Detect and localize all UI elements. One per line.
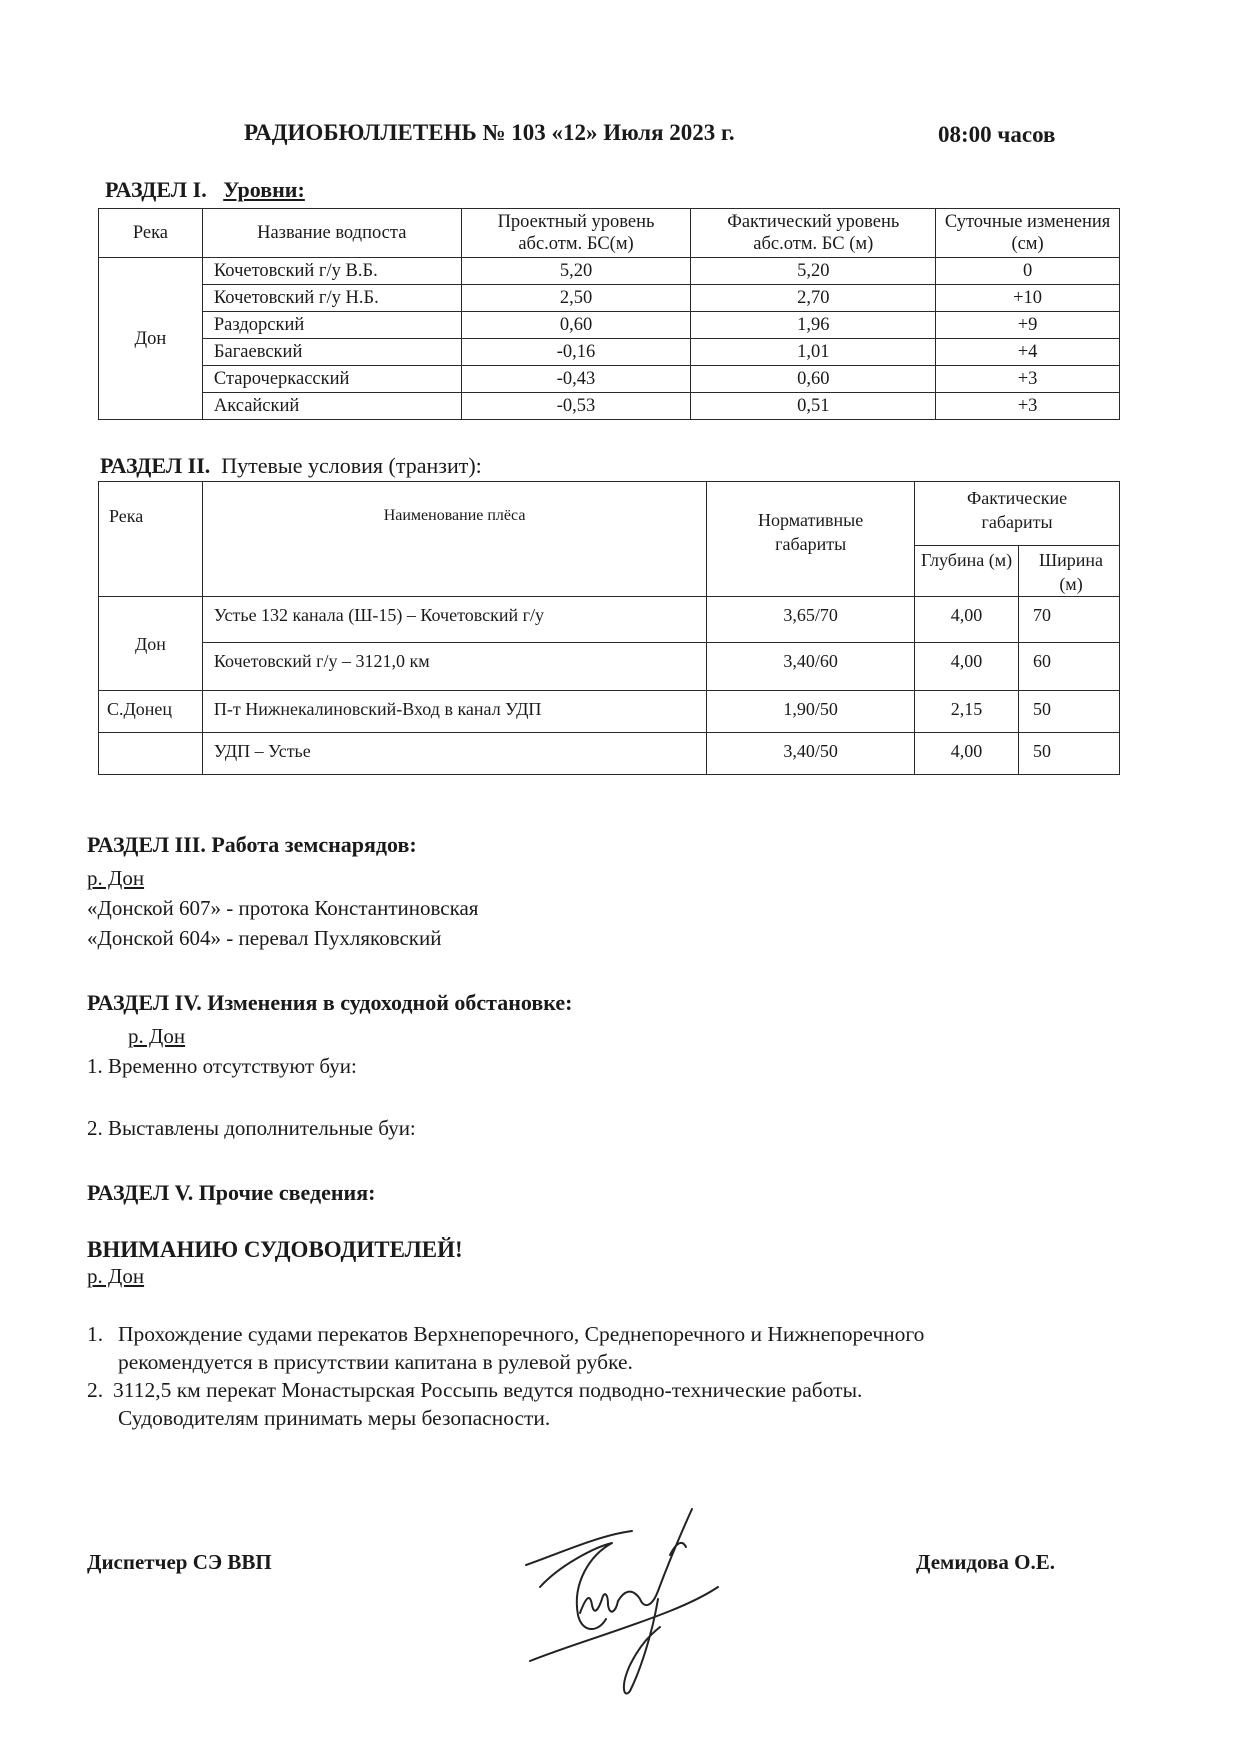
reach-name: П-т Нижнекалиновский-Вход в канал УДП <box>202 691 706 733</box>
reach-name: Кочетовский г/у – 3121,0 км <box>202 643 706 691</box>
normative-dimensions: 1,90/50 <box>707 691 915 733</box>
attention-list <box>87 1320 1147 1432</box>
transit-conditions-table <box>98 481 1120 775</box>
col-daily-change: Суточные изменения (см) <box>936 209 1120 258</box>
col-depth: Глубина (м) <box>915 546 1019 597</box>
river-cell: Дон <box>99 258 203 420</box>
col-design-level: Проектный уровень абс.отм. БС(м) <box>461 209 691 258</box>
signatory-name: Демидова О.Е. <box>916 1550 1055 1574</box>
levels-header-row <box>99 209 1120 258</box>
daily-change: +3 <box>936 366 1120 393</box>
list-item-line: Прохождение судами перекатов Верхнепоречного, Среднепоречного и Нижнепоречного <box>118 1322 925 1346</box>
section2-heading <box>100 453 482 479</box>
levels-table <box>98 208 1120 420</box>
gauge-name: Аксайский <box>202 393 461 420</box>
actual-depth: 4,00 <box>915 733 1019 775</box>
section3-title: РАЗДЕЛ III. Работа земснарядов: <box>87 832 417 857</box>
table-row <box>99 733 1120 775</box>
actual-width: 50 <box>1019 733 1120 775</box>
table-row <box>99 312 1120 339</box>
actual-level: 0,60 <box>691 366 936 393</box>
actual-level: 1,96 <box>691 312 936 339</box>
list-item <box>87 1320 1147 1376</box>
table-row <box>99 597 1120 643</box>
col-actual-level: Фактический уровень абс.отм. БС (м) <box>691 209 936 258</box>
design-level: -0,53 <box>461 393 691 420</box>
actual-level: 0,51 <box>691 393 936 420</box>
col-width: Ширина (м) <box>1019 546 1120 597</box>
handwritten-signature <box>520 1495 760 1695</box>
daily-change: 0 <box>936 258 1120 285</box>
table-row <box>99 643 1120 691</box>
actual-level: 1,01 <box>691 339 936 366</box>
actual-depth: 4,00 <box>915 643 1019 691</box>
actual-width: 50 <box>1019 691 1120 733</box>
river-cell-empty <box>99 733 203 775</box>
attention-title: ВНИМАНИЮ СУДОВОДИТЕЛЕЙ! <box>87 1237 463 1262</box>
design-level: 5,20 <box>461 258 691 285</box>
list-item-line: Судоводителям принимать меры безопасности. <box>118 1406 551 1430</box>
gauge-name: Багаевский <box>202 339 461 366</box>
col-gauge-name: Название водпоста <box>202 209 461 258</box>
col-reach-name: Наименование плёса <box>202 482 706 597</box>
section1-heading <box>105 177 305 203</box>
missing-buoys-item: 1. Временно отсутствуют буи: <box>87 1054 357 1078</box>
gauge-name: Старочеркасский <box>202 366 461 393</box>
section1-title: Уровни: <box>223 177 305 202</box>
normative-dimensions: 3,65/70 <box>707 597 915 643</box>
table-row <box>99 285 1120 312</box>
list-item-line: рекомендуется в присутствии капитана в рулевой рубке. <box>118 1350 633 1374</box>
daily-change: +3 <box>936 393 1120 420</box>
list-item-number: 2. <box>87 1378 104 1402</box>
normative-dimensions: 3,40/60 <box>707 643 915 691</box>
list-item-line: 3112,5 км перекат Монастырская Россыпь ведутся подводно-технические работы. <box>113 1378 863 1402</box>
bulletin-title: РАДИОБЮЛЛЕТЕНЬ № 103 «12» Июля 2023 г. <box>244 120 735 145</box>
table-row <box>99 258 1120 285</box>
actual-level: 2,70 <box>691 285 936 312</box>
section1-label: РАЗДЕЛ I. <box>105 177 207 202</box>
design-level: -0,43 <box>461 366 691 393</box>
section5-title: РАЗДЕЛ V. Прочие сведения: <box>87 1180 376 1205</box>
table-row <box>99 339 1120 366</box>
reach-name: УДП – Устье <box>202 733 706 775</box>
col-actual-dimensions: Фактические габариты <box>915 482 1120 546</box>
section4-river: р. Дон <box>128 1024 186 1048</box>
river-cell: Дон <box>99 597 203 691</box>
transit-header-row <box>99 482 1120 546</box>
section2-label: РАЗДЕЛ II. <box>100 453 211 478</box>
additional-buoys-item: 2. Выставлены дополнительные буи: <box>87 1116 416 1140</box>
actual-level: 5,20 <box>691 258 936 285</box>
section4-title: РАЗДЕЛ IV. Изменения в судоходной обстановке: <box>87 990 573 1015</box>
table-row <box>99 393 1120 420</box>
design-level: 2,50 <box>461 285 691 312</box>
gauge-name: Кочетовский г/у В.Б. <box>202 258 461 285</box>
list-item-number: 1. <box>87 1322 104 1346</box>
col-river: Река <box>99 209 203 258</box>
actual-width: 70 <box>1019 597 1120 643</box>
actual-depth: 4,00 <box>915 597 1019 643</box>
dredger-item: «Донской 604» - перевал Пухляковский <box>87 926 442 950</box>
river-cell: С.Донец <box>99 691 203 733</box>
bulletin-header <box>0 120 1240 156</box>
section3-river: р. Дон <box>87 866 145 890</box>
actual-width: 60 <box>1019 643 1120 691</box>
gauge-name: Кочетовский г/у Н.Б. <box>202 285 461 312</box>
design-level: 0,60 <box>461 312 691 339</box>
table-row <box>99 366 1120 393</box>
normative-dimensions: 3,40/50 <box>707 733 915 775</box>
col-river: Река <box>99 482 203 597</box>
reach-name: Устье 132 канала (Ш-15) – Кочетовский г/у <box>202 597 706 643</box>
daily-change: +4 <box>936 339 1120 366</box>
bulletin-time: 08:00 часов <box>938 122 1056 147</box>
daily-change: +10 <box>936 285 1120 312</box>
attention-river: р. Дон <box>87 1264 145 1288</box>
gauge-name: Раздорский <box>202 312 461 339</box>
section2-title: Путевые условия (транзит): <box>221 453 482 478</box>
actual-depth: 2,15 <box>915 691 1019 733</box>
signatory-position: Диспетчер СЭ ВВП <box>87 1550 272 1574</box>
dredger-item: «Донской 607» - протока Константиновская <box>87 896 479 920</box>
daily-change: +9 <box>936 312 1120 339</box>
col-normative: Нормативные габариты <box>707 482 915 597</box>
table-row <box>99 691 1120 733</box>
list-item <box>87 1376 1147 1432</box>
design-level: -0,16 <box>461 339 691 366</box>
